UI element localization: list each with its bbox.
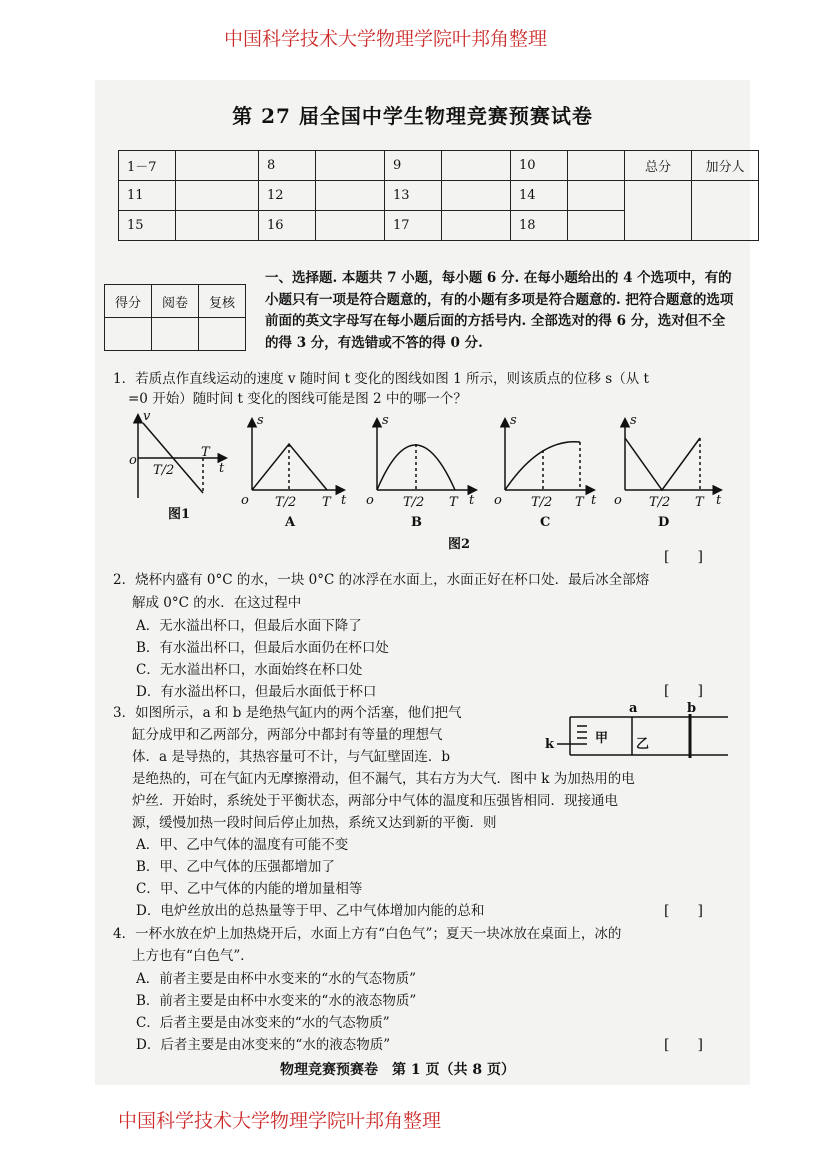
svg-text:T: T xyxy=(695,495,704,510)
q2-option-b: B．有水溢出杯口，但最后水面仍在杯口处 xyxy=(136,640,389,656)
score-cell: 17 xyxy=(385,211,442,241)
svg-text:T: T xyxy=(575,495,584,510)
watermark-bottom: 中国科学技术大学物理学院叶邦角整理 xyxy=(118,1110,442,1132)
section1-instructions: 一、选择题. 本题共 7 小题，每小题 6 分. 在每小题给出的 4 个选项中，有的小题只有一项是符合题意的，有的小题有多项是符合题意的. 把符合题意的选项前面的英文字母写在每小题后面的方括号内. 全部选对的得 6 分，选对但不全的得 3 分，有选错或不答的得 0 分. xyxy=(265,270,734,351)
q3-cylinder-diagram xyxy=(540,700,730,762)
option-c-label: C xyxy=(540,515,551,530)
svg-text:t: t xyxy=(716,493,722,508)
option-a-label: A xyxy=(285,515,296,530)
svg-text:s: s xyxy=(382,413,389,428)
grade-table xyxy=(104,284,246,351)
svg-text:t: t xyxy=(219,461,225,476)
score-cell: 1－7 xyxy=(119,151,176,181)
score-cell: 13 xyxy=(385,181,442,211)
q3-option-b: B．甲、乙中气体的压强都增加了 xyxy=(136,859,335,875)
svg-text:T/2: T/2 xyxy=(275,495,297,510)
score-cell: 12 xyxy=(259,181,316,211)
score-cell: 15 xyxy=(119,211,176,241)
svg-text:k: k xyxy=(545,737,555,752)
svg-text:T: T xyxy=(201,445,210,460)
svg-text:t: t xyxy=(469,493,475,508)
svg-text:s: s xyxy=(257,413,264,428)
score-cell: 9 xyxy=(385,151,442,181)
graph-d-curve xyxy=(625,438,700,490)
q3-line1: 3．如图所示，a 和 b 是绝热气缸内的两个活塞，他们把气 xyxy=(113,705,462,721)
svg-text:s: s xyxy=(510,413,517,428)
watermark-top: 中国科学技术大学物理学院叶邦角整理 xyxy=(224,28,548,50)
svg-text:T/2: T/2 xyxy=(531,495,553,510)
q1-line2: =0 开始）随时间 t 变化的图线可能是图 2 中的哪一个？ xyxy=(128,391,467,407)
total-label: 总分 xyxy=(625,151,692,181)
q2-answer-bracket: [ ] xyxy=(664,683,703,699)
svg-text:乙: 乙 xyxy=(636,737,650,752)
q4-option-a: A．前者主要是由杯中水变来的“水的气态物质” xyxy=(136,971,417,987)
svg-text:甲: 甲 xyxy=(595,731,609,746)
grader-label: 加分人 xyxy=(692,151,759,181)
q2-option-c: C．无水溢出杯口，水面始终在杯口处 xyxy=(136,662,363,678)
q2-line1: 2．烧杯内盛有 0°C 的水，一块 0°C 的冰浮在水面上，水面正好在杯口处．最后冰全部熔 xyxy=(113,572,650,588)
q3-option-d: D．电炉丝放出的总热量等于甲、乙中气体增加内能的总和 xyxy=(136,903,485,919)
score-table xyxy=(118,150,759,241)
svg-text:T/2: T/2 xyxy=(153,463,175,478)
svg-text:o: o xyxy=(366,493,374,508)
q3-line3: 体．a 是导热的，其热容量可不计，与气缸壁固连．b xyxy=(132,749,450,765)
score-cell: 8 xyxy=(259,151,316,181)
svg-text:b: b xyxy=(687,701,697,716)
svg-text:t: t xyxy=(591,493,597,508)
exam-title: 第 27 届全国中学生物理竞赛预赛试卷 xyxy=(232,104,593,128)
q3-answer-bracket: [ ] xyxy=(664,903,703,919)
svg-text:o: o xyxy=(129,453,137,468)
score-cell: 18 xyxy=(511,211,568,241)
q1-figures xyxy=(115,408,730,558)
grade-reviewer-label: 阅卷 xyxy=(152,285,199,318)
q4-line2: 上方也有“白色气”． xyxy=(132,948,254,964)
q3-option-c: C．甲、乙中气体的内能的增加量相等 xyxy=(136,881,363,897)
svg-text:o: o xyxy=(614,493,622,508)
q2-option-d: D．有水溢出杯口，但最后水面低于杯口 xyxy=(136,684,377,700)
q3-line5: 炉丝．开始时，系统处于平衡状态，两部分中气体的温度和压强皆相同．现接通电 xyxy=(132,793,618,809)
svg-text:T: T xyxy=(322,495,331,510)
score-cell: 10 xyxy=(511,151,568,181)
svg-text:T/2: T/2 xyxy=(649,495,671,510)
svg-text:o: o xyxy=(494,493,502,508)
q3-option-a: A．甲、乙中气体的温度有可能不变 xyxy=(136,837,349,853)
q4-line1: 4．一杯水放在炉上加热烧开后，水面上方有“白色气”；夏天一块冰放在桌面上，冰的 xyxy=(113,926,622,942)
q3-line2: 缸分成甲和乙两部分，两部分中都封有等量的理想气 xyxy=(132,727,443,743)
svg-text:t: t xyxy=(341,493,347,508)
score-cell: 14 xyxy=(511,181,568,211)
q4-answer-bracket: [ ] xyxy=(664,1037,703,1053)
q4-option-b: B．前者主要是由杯中水变来的“水的液态物质” xyxy=(136,993,417,1009)
svg-text:T/2: T/2 xyxy=(403,495,425,510)
svg-text:v: v xyxy=(143,409,151,424)
q2-line2: 解成 0°C 的水．在这过程中 xyxy=(132,595,302,611)
option-b-label: B xyxy=(411,515,422,530)
q4-option-d: D．后者主要是由冰变来的“水的液态物质” xyxy=(136,1037,391,1053)
svg-text:o: o xyxy=(241,493,249,508)
q1-answer-bracket: [ ] xyxy=(664,549,703,565)
q3-line4: 是绝热的，可在气缸内无摩擦滑动，但不漏气，其右方为大气．图中 k 为加热用的电 xyxy=(132,771,635,787)
q2-option-a: A．无水溢出杯口，但最后水面下降了 xyxy=(136,618,362,634)
q3-line6: 源，缓慢加热一段时间后停止加热，系统又达到新的平衡．则 xyxy=(132,815,497,831)
fig2-caption: 图2 xyxy=(448,537,471,552)
score-cell: 16 xyxy=(259,211,316,241)
svg-text:s: s xyxy=(630,413,637,428)
option-d-label: D xyxy=(658,515,670,530)
page-footer: 物理竞赛预赛卷 第 1 页（共 8 页） xyxy=(280,1062,515,1078)
svg-text:T: T xyxy=(449,495,458,510)
svg-text:a: a xyxy=(629,701,638,716)
fig1-caption: 图1 xyxy=(168,507,191,522)
score-cell: 11 xyxy=(119,181,176,211)
q1-line1: 1．若质点作直线运动的速度 v 随时间 t 变化的图线如图 1 所示，则该质点的位移 s（从 t xyxy=(113,371,649,387)
heater-coil xyxy=(577,726,587,744)
q4-option-c: C．后者主要是由冰变来的“水的气态物质” xyxy=(136,1015,390,1031)
grade-checker-label: 复核 xyxy=(199,285,246,318)
grade-score-label: 得分 xyxy=(105,285,152,318)
